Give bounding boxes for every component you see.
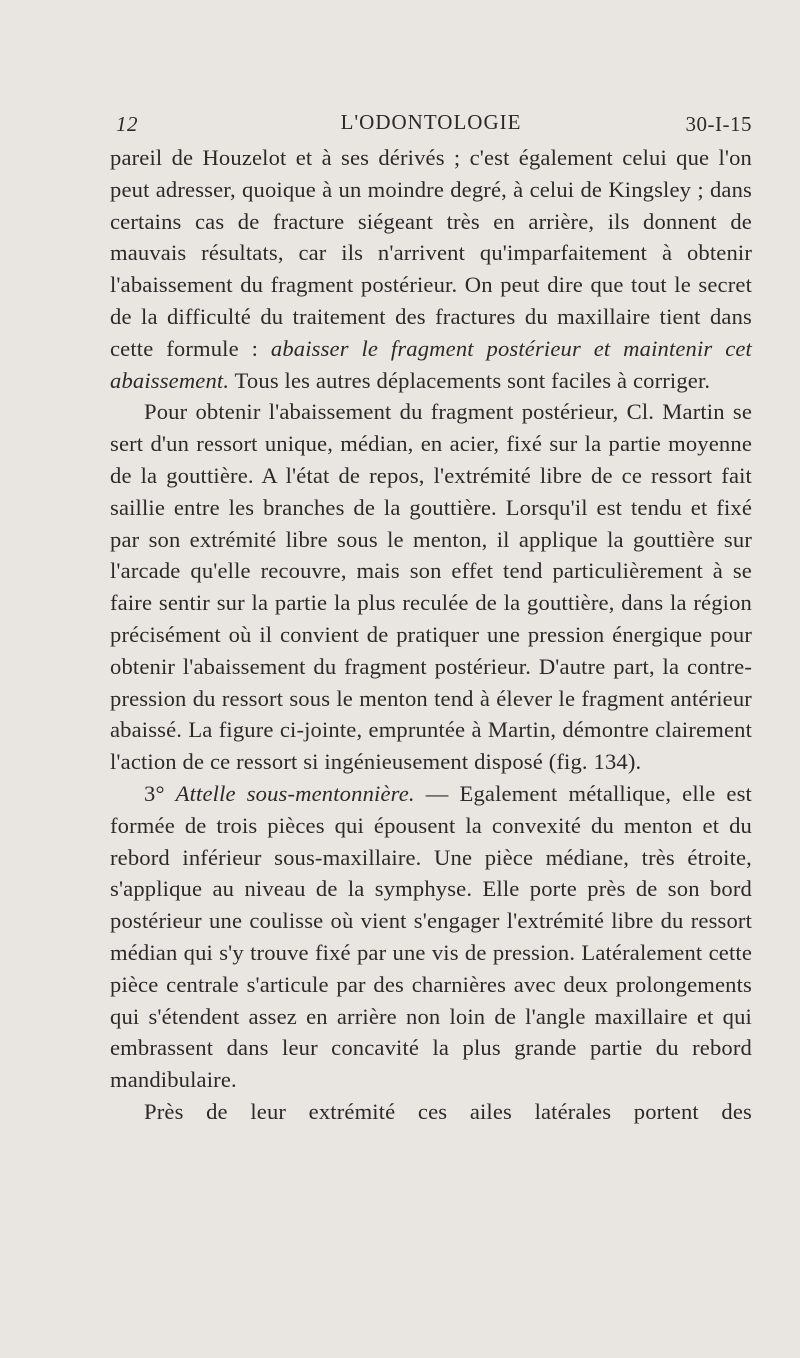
running-head <box>110 110 752 142</box>
journal-title: L'ODONTOLOGIE <box>340 110 522 134</box>
book-page <box>110 110 752 1128</box>
page-number: 12 <box>116 112 138 136</box>
paragraph-4: Près de leur extrémité ces ailes latérales portent des <box>144 1098 752 1124</box>
paragraph-1-text-b: Tous les autres déplacements sont faciles à corriger. <box>229 367 711 393</box>
body-text <box>110 142 752 1128</box>
paragraph-3 <box>110 778 752 1096</box>
paragraph-3-text: — Egalement métallique, elle est formée de trois pièces qui épousent la convexité du menton et du rebord inférieur sous-maxillaire. Une pièce médiane, très étroite, s'applique au niveau de la symphyse. Elle porte près de son bord postérieur une coulisse où vient s'engager l'extrémité libre du ressort médian qui s'y trouve fixé par une vis de pression. Latéralement cette pièce centrale s'articule par des charnières avec deux prolongements qui s'étendent assez en arrière non loin de l'angle maxillaire et qui embrassent dans leur concavité la plus grande partie du rebord mandibulaire. <box>110 780 752 1093</box>
paragraph-1 <box>110 142 752 396</box>
paragraph-1-text-a: pareil de Houzelot et à ses dérivés ; c'est également celui que l'on peut adresser, quoique à un moindre degré, à celui de Kingsley ; dans certains cas de fracture siégeant très en arrière, ils donnent de mauvais résultats, car ils n'arrivent qu'imparfaitement à obtenir l'abaissement du fragment postérieur. On peut dire que tout le secret de la difficulté du traitement des fractures du maxillaire tient dans cette formule : <box>110 145 752 361</box>
section-number: 3° <box>144 780 165 806</box>
paragraph-2: Pour obtenir l'abaissement du fragment postérieur, Cl. Martin se sert d'un ressort unique, médian, en acier, fixé sur la partie moyenne de la gouttière. A l'état de repos, l'extrémité libre de ce ressort fait saillie entre les branches de la gouttière. Lorsqu'il est tendu et fixé par son extrémité libre sous le menton, il applique la gouttière sur l'arcade qu'elle recouvre, mais son effet tend particulièrement à se faire sentir sur la partie la plus reculée de la gouttière, dans la région précisément où il convient de pratiquer une pression énergique pour obtenir l'abaissement du fragment postérieur. D'autre part, la contre-pression du ressort sous le menton tend à élever le fragment antérieur abaissé. La figure ci-jointe, empruntée à Martin, démontre clairement l'action de ce ressort si ingénieusement disposé (fig. 134). <box>110 399 752 775</box>
paragraph-1-emphasis: abaisser le fragment postérieur et maintenir cet abaissement. <box>110 335 752 393</box>
section-heading: Attelle sous-mentonnière. <box>175 780 415 806</box>
issue-date: 30-I-15 <box>685 112 752 136</box>
